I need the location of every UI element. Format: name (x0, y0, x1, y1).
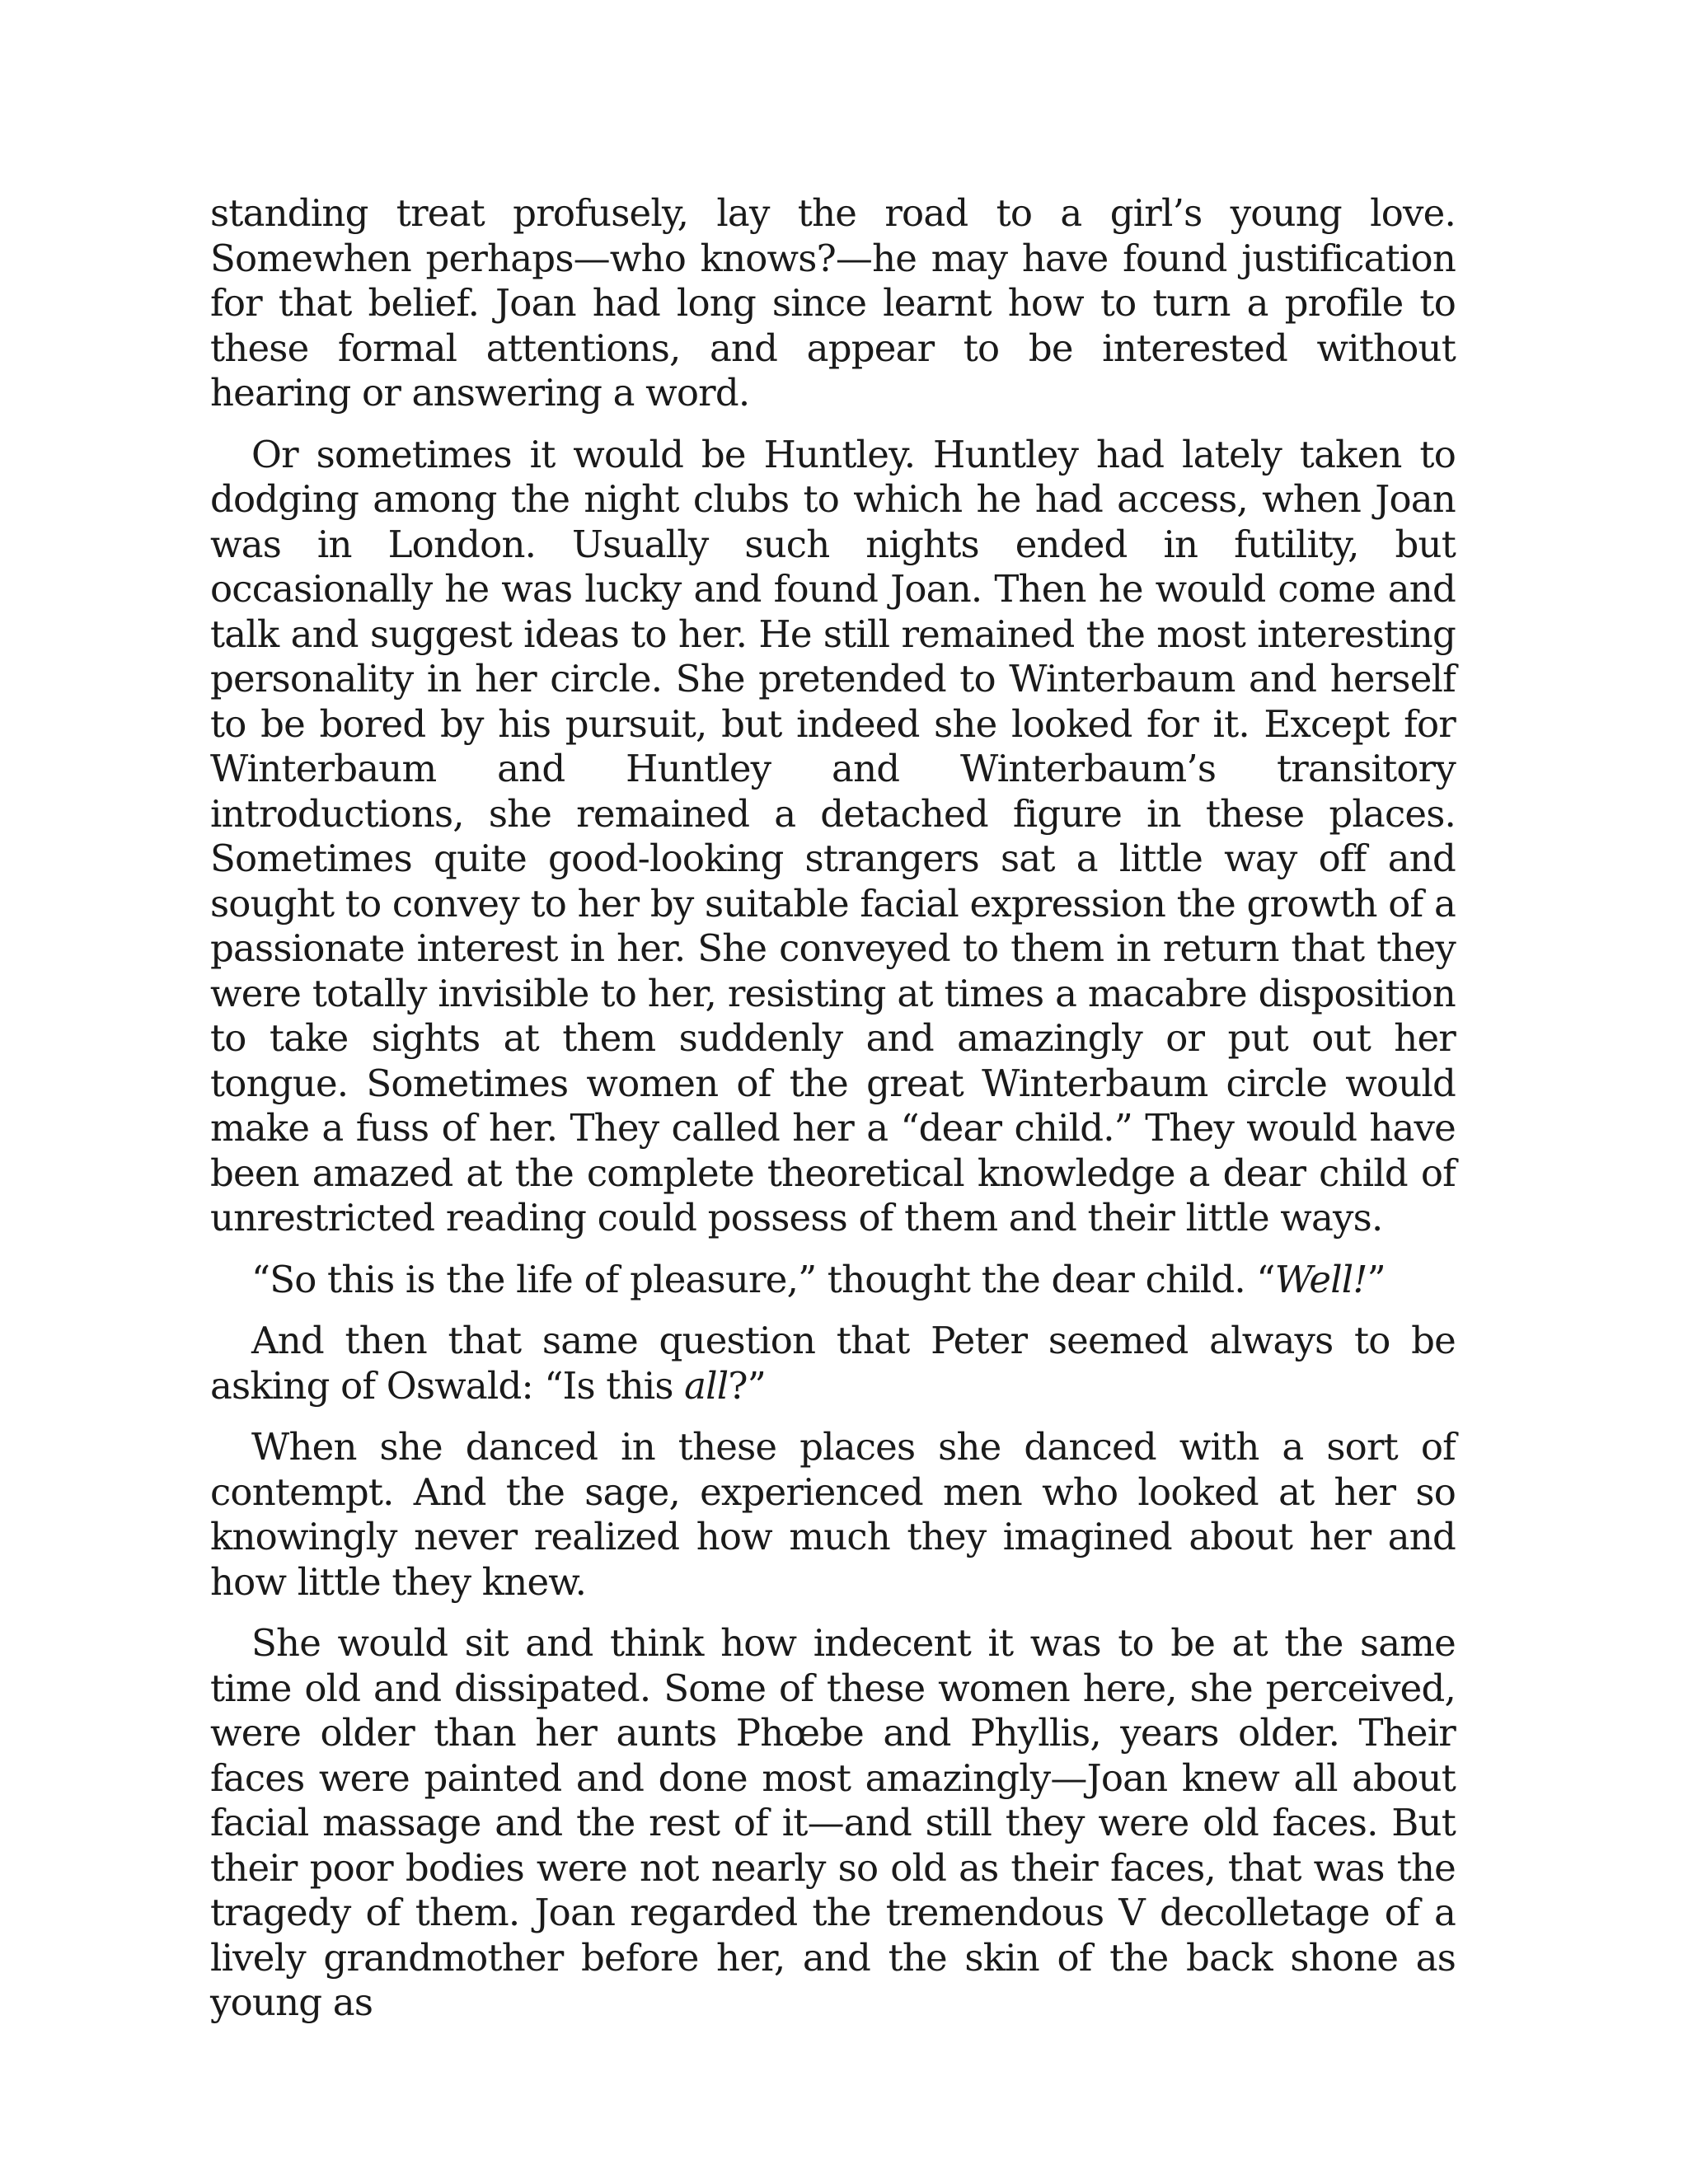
italic-text: all (684, 1363, 729, 1408)
book-page (210, 191, 1456, 2042)
text-segment: ” (1367, 1257, 1386, 1301)
paragraph (210, 1621, 1456, 2026)
text-segment: “So this is the life of pleasure,” thought the dear child. “ (251, 1257, 1275, 1301)
text-segment: And then that same question that Peter seemed always to be asking of Oswald: “Is this (210, 1319, 1456, 1408)
text-segment: Or sometimes it would be Huntley. Huntley had lately taken to dodging among the night clubs to which he had access, when Joan was in London. Usually such nights ended in futility, but occasionally he was lucky and found Joan. Then he would come and talk and suggest ideas to her. He still remained the most interesting personality in her circle. She pretended to Winterbaum and herself to be bored by his pursuit, but indeed she looked for it. Except for Winterbaum and Huntley and Winterbaum’s transitory introductions, she remained a detached figure in these places. Sometimes quite good-looking strangers sat a little way off and sought to convey to her by suitable facial expression the growth of a passionate interest in her. She conveyed to them in return that they were totally invisible to her, resisting at times a macabre disposition to take sights at them suddenly and amazingly or put out her tongue. Sometimes women of the great Winterbaum circle would make a fuss of her. They called her a “dear child.” They would have been amazed at the complete theoretical knowledge a dear child of unrestricted reading could possess of them and their little ways. (210, 432, 1456, 1240)
paragraph (210, 433, 1456, 1241)
paragraph (210, 1258, 1456, 1303)
paragraph (210, 191, 1456, 416)
paragraph (210, 1425, 1456, 1605)
text-segment: When she danced in these places she danced with a sort of contempt. And the sage, experienced men who looked at her so knowingly never realized how much they imagined about her and how little they knew. (210, 1425, 1456, 1604)
italic-text: Well! (1274, 1257, 1367, 1301)
paragraph (210, 1319, 1456, 1408)
text-segment: ?” (728, 1363, 766, 1408)
text-segment: standing treat profusely, lay the road to a girl’s young love. Somewhen perhaps—who knows?—he may have found justification for that belief. Joan had long since learnt how to turn a profile to these formal attentions, and appear to be interested without hearing or answering a word. (210, 191, 1456, 415)
text-segment: She would sit and think how indecent it was to be at the same time old and dissipated. Some of these women here, she perceived, were older than her aunts Phœbe and Phyllis, years older. Their faces were painted and done most amazingly—Joan knew all about facial massage and the rest of it—and still they were old faces. But their poor bodies were not nearly so old as their faces, that was the tragedy of them. Joan regarded the tremendous V decolletage of a lively grandmother before her, and the skin of the back shone as young as (210, 1621, 1456, 2024)
